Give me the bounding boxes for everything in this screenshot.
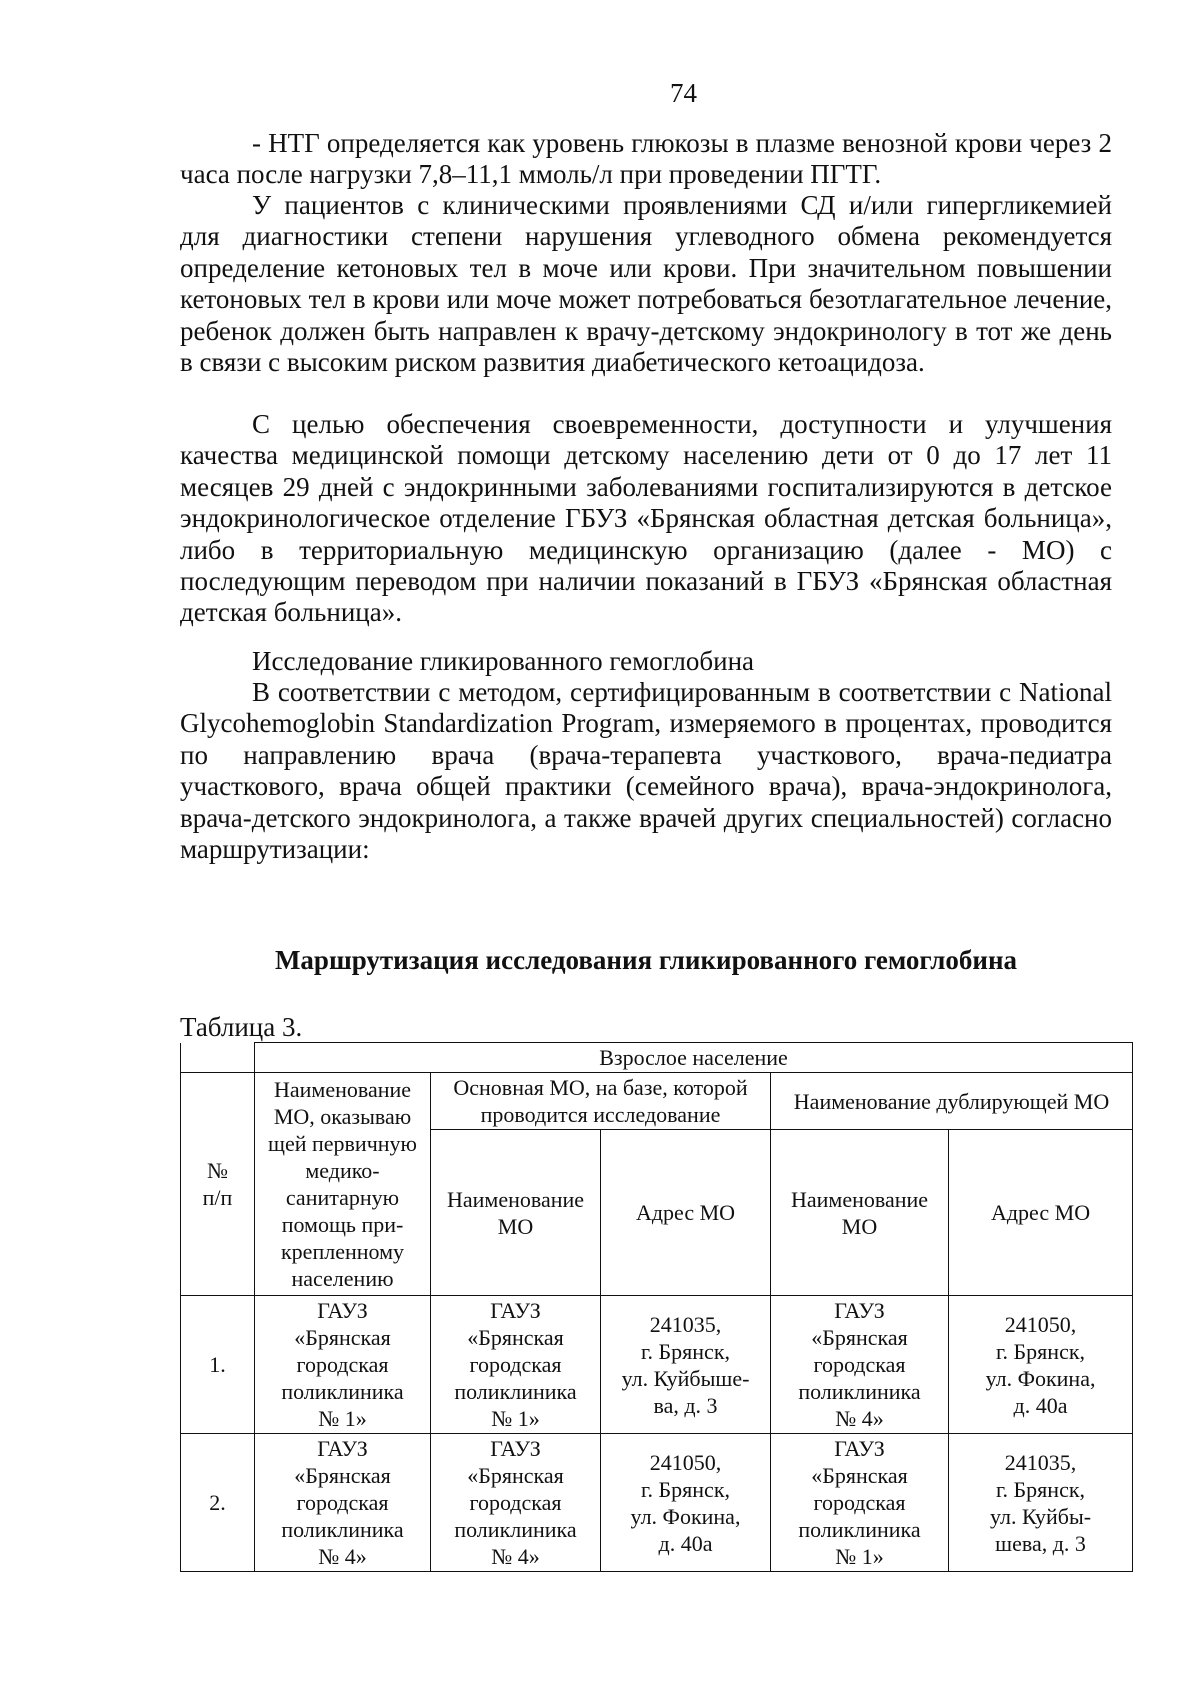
table-cell-num: 1. xyxy=(181,1296,255,1434)
table-caption: Таблица 3. xyxy=(180,1012,303,1042)
section-heading: Исследование гликированного гемоглобина xyxy=(252,646,755,676)
table-spacer-cell xyxy=(181,1043,255,1073)
table-cell-backup-address: 241035, г. Брянск, ул. Куйбы- шева, д. 3 xyxy=(949,1434,1133,1572)
table-subheader-backup-address: Адрес МО xyxy=(949,1130,1133,1296)
table-cell-backup-name: ГАУЗ «Брянская городская поликлиника № 4» xyxy=(771,1296,949,1434)
paragraph-method: В соответствии с методом, сертифицированным в соответствии с National Glycohemoglobin Standardization Program, измеряемого в процентах, проводится по направлению врача (врача-терапевта участкового, врача-педиатра участкового, врача общей практики (семейного врача), врача-эндокринолога, врача-детского эндокринолога, а также врачей других специальностей) согласно маршрутизации: xyxy=(180,677,1112,865)
table-row xyxy=(181,1296,1133,1434)
table-header-row xyxy=(181,1073,1133,1130)
table-header-num: № п/п xyxy=(181,1073,255,1296)
table-cell-main-name: ГАУЗ «Брянская городская поликлиника № 1» xyxy=(431,1296,601,1434)
table-cell-main-address: 241050, г. Брянск, ул. Фокина, д. 40а xyxy=(601,1434,771,1572)
table-cell-primary-mo: ГАУЗ «Брянская городская поликлиника № 4» xyxy=(255,1434,431,1572)
table-subheader-main-name: Наименование МО xyxy=(431,1130,601,1296)
table-header-main-mo: Основная МО, на базе, которой проводится исследование xyxy=(431,1073,771,1130)
table-subheader-main-address: Адрес МО xyxy=(601,1130,771,1296)
table-header-primary-mo: Наименование МО, оказываю щей первичную медико- санитарную помощь при- крепленному населению xyxy=(255,1073,431,1296)
table-subheader-backup-name: Наименование МО xyxy=(771,1130,949,1296)
page-number: 74 xyxy=(670,78,697,108)
table-row xyxy=(181,1434,1133,1572)
table-header-backup-mo: Наименование дублирующей МО xyxy=(771,1073,1133,1130)
table-cell-backup-name: ГАУЗ «Брянская городская поликлиника № 1» xyxy=(771,1434,949,1572)
table-title: Маршрутизация исследования гликированного гемоглобина xyxy=(274,945,1018,975)
table-cell-backup-address: 241050, г. Брянск, ул. Фокина, д. 40а xyxy=(949,1296,1133,1434)
table-cell-primary-mo: ГАУЗ «Брянская городская поликлиника № 1» xyxy=(255,1296,431,1434)
table-group-header-row xyxy=(181,1043,1133,1073)
table-cell-main-name: ГАУЗ «Брянская городская поликлиника № 4» xyxy=(431,1434,601,1572)
table-group-header: Взрослое население xyxy=(255,1043,1133,1073)
paragraph-ntg: - НТГ определяется как уровень глюкозы в плазме венозной крови через 2 часа после нагрузки 7,8–11,1 ммоль/л при проведении ПГТГ. xyxy=(180,128,1112,190)
paragraph-hospitalization: С целью обеспечения своевременности, доступности и улучшения качества медицинской помощи детскому населению дети от 0 до 17 лет 11 месяцев 29 дней с эндокринными заболеваниями госпитализируются в детское эндокринологическое отделение ГБУЗ «Брянская областная детская больница», либо в территориальную медицинскую организацию (далее - МО) с последующим переводом при наличии показаний в ГБУЗ «Брянская областная детская больница». xyxy=(180,409,1112,628)
table-cell-main-address: 241035, г. Брянск, ул. Куйбыше- ва, д. 3 xyxy=(601,1296,771,1434)
routing-table xyxy=(180,1042,1133,1572)
table-cell-num: 2. xyxy=(181,1434,255,1572)
paragraph-ketones: У пациентов с клиническими проявлениями СД и/или гипергликемией для диагностики степени нарушения углеводного обмена рекомендуется определение кетоновых тел в моче или крови. При значительном повышении кетоновых тел в крови или моче может потребоваться безотлагательное лечение, ребенок должен быть направлен к врачу-детскому эндокринологу в тот же день в связи с высоким риском развития диабетического кетоацидоза. xyxy=(180,190,1112,378)
